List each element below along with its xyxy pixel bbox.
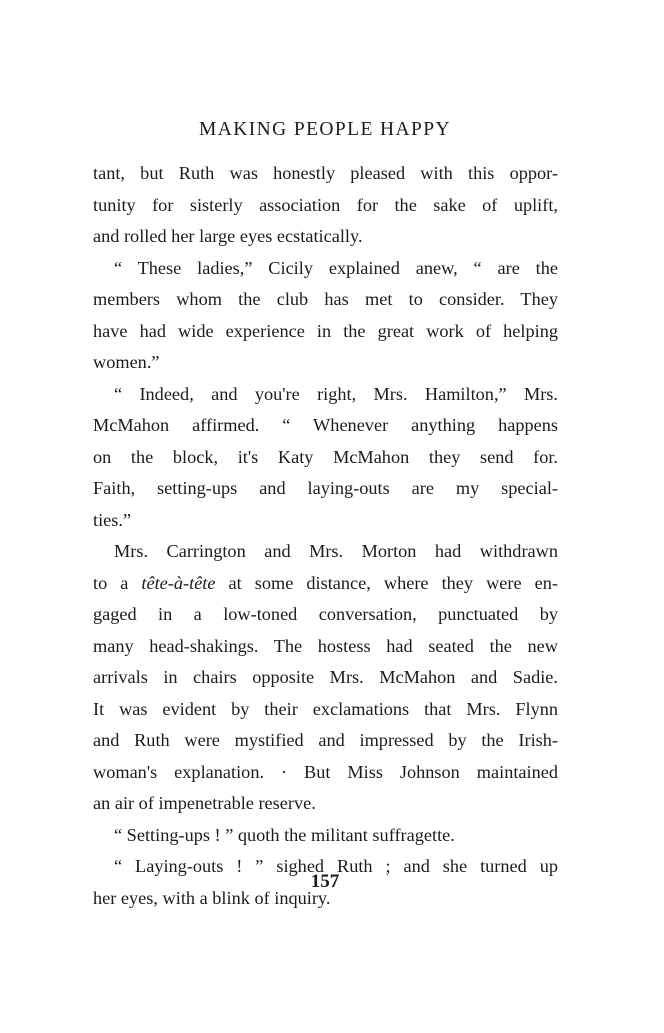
text-line: on the block, it's Katy McMahon they send for. [93,446,558,467]
text-line: gaged in a low-toned conversation, punctuated by [93,604,558,624]
text-line: arrivals in chairs opposite Mrs. McMahon and Sadie. [93,667,558,687]
text-line: many head-shakings. The hostess had seated the new [93,635,558,656]
italic-phrase: tête-à-tête [141,572,216,593]
page-number: 157 [310,871,340,892]
text-line: McMahon affirmed. “ Whenever anything happens [93,415,558,435]
text-line: woman's explanation. · But Miss Johnson maintained [93,761,558,782]
text-line: and Ruth were mystified and impressed by the Irish- [93,730,558,750]
text-line: “ Setting-ups ! ” quoth the militant suffragette. [114,824,455,845]
text-line: and rolled her large eyes ecstatically. [93,226,363,246]
text-line: Faith, setting-ups and laying-outs are my special- [93,478,558,498]
body-text [93,158,558,914]
text-line: her eyes, with a blink of inquiry. [93,887,331,908]
text-line: tant, but Ruth was honestly pleased with this oppor- [93,163,558,183]
running-head: MAKING PEOPLE HAPPY [199,119,451,140]
text-line: It was evident by their exclamations that Mrs. Flynn [93,698,558,719]
text-line-with-italic: to a tête-à-tête at some distance, where they were en- [93,572,558,593]
text-line: have had wide experience in the great work of helping [93,320,558,341]
text-line: “ Laying-outs ! ” sighed Ruth ; and she turned up [114,856,558,876]
text-line: ties.” [93,509,132,530]
text-line: “ These ladies,” Cicily explained anew, “ are the [114,257,558,278]
text-line: Mrs. Carrington and Mrs. Morton had withdrawn [114,541,558,561]
text-line: tunity for sisterly association for the sake of uplift, [93,194,558,215]
text-line: “ Indeed, and you're right, Mrs. Hamilton,” Mrs. [114,383,558,404]
text-line: members whom the club has met to consider. They [93,289,558,309]
text-line: women.” [93,352,160,372]
text-line: an air of impenetrable reserve. [93,793,316,813]
